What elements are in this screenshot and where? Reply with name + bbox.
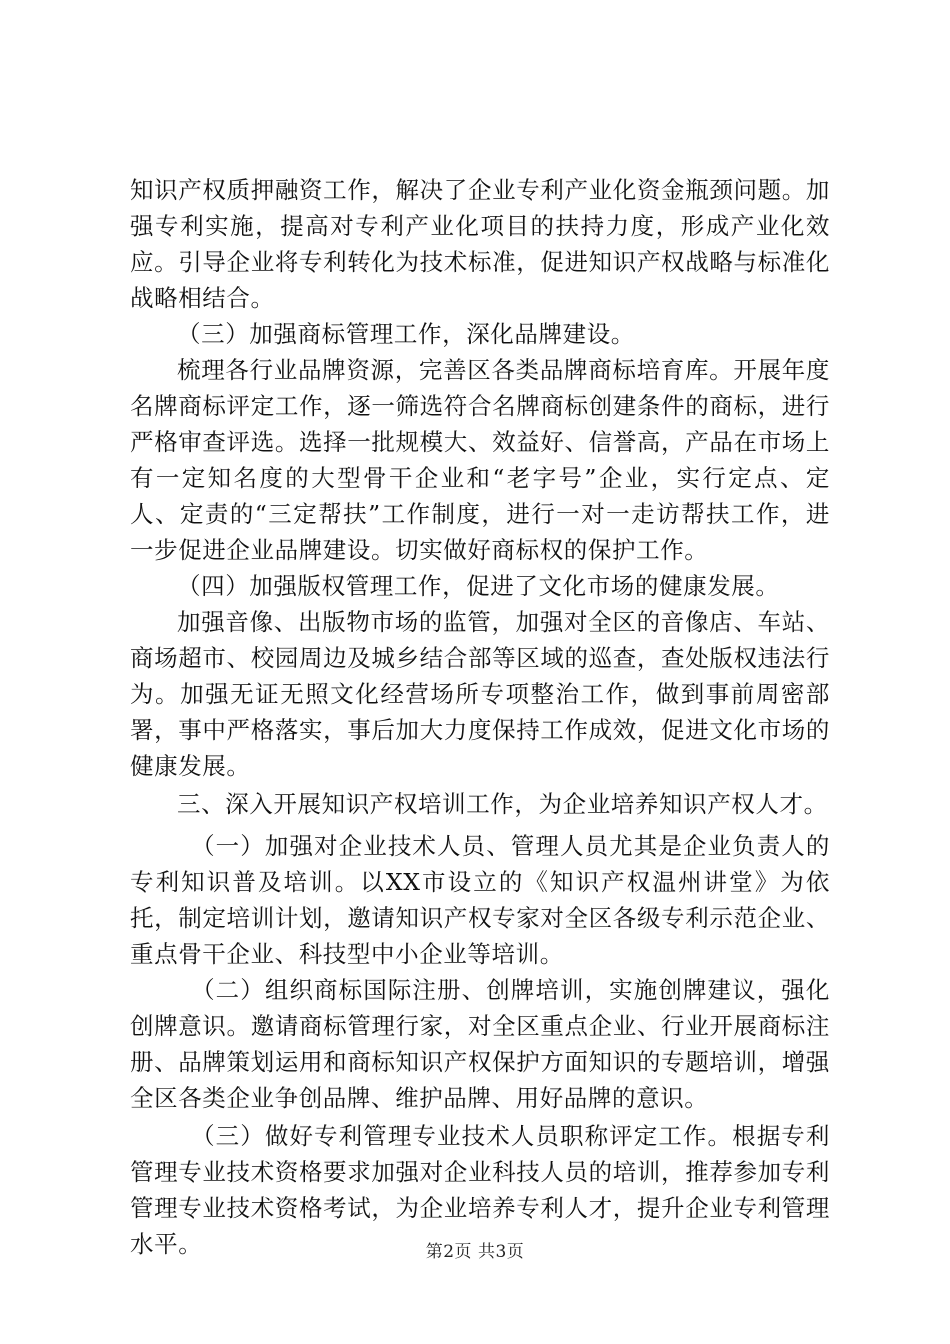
paragraph-brand-building: 梳理各行业品牌资源，完善区各类品牌商标培育库。开展年度名牌商标评定工作，逐一筛选符合名牌商标创建条件的商标，进行严格审查评选。选择一批规模大、效益好、信誉高，产品在市场上有一定知名度的大型骨干企业和“老字号”企业，实行定点、定人、定责的“三定帮扶”工作制度，进行一对一走访帮扶工作，进一步促进企业品牌建设。切实做好商标权的保护工作。 <box>130 356 830 564</box>
heading-ip-training: 三、深入开展知识产权培训工作，为企业培养知识产权人才。 <box>177 790 828 818</box>
paragraph-training-two: （二）组织商标国际注册、创牌培训，实施创牌建议，强化创牌意识。邀请商标管理行家，对全区重点企业、行业开展商标注册、品牌策划运用和商标知识产权保护方面知识的专题培训，增强全区各类企业争创品牌、维护品牌、用好品牌的意识。 <box>130 976 830 1112</box>
heading-copyright-management: （四）加强版权管理工作，促进了文化市场的健康发展。 <box>177 572 780 600</box>
page-number-footer: 第2页 共3页 <box>425 1242 525 1262</box>
paragraph-copyright-enforcement: 加强音像、出版物市场的监管，加强对全区的音像店、车站、商场超市、校园周边及城乡结合部等区域的巡查，查处版权违法行为。加强无证无照文化经营场所专项整治工作，做到事前周密部署，事中严格落实，事后加大力度保持工作成效，促进文化市场的健康发展。 <box>130 608 830 780</box>
document-body <box>130 172 830 1262</box>
paragraph-training-one: （一）加强对企业技术人员、管理人员尤其是企业负责人的专利知识普及培训。以XX市设立的《知识产权温州讲堂》为依托，制定培训计划，邀请知识产权专家对全区各级专利示范企业、重点骨干企业、科技型中小企业等培训。 <box>130 832 830 968</box>
paragraph-patent-pledge: 知识产权质押融资工作，解决了企业专利产业化资金瓶颈问题。加强专利实施，提高对专利产业化项目的扶持力度，形成产业化效应。引导企业将专利转化为技术标准，促进知识产权战略与标准化战略相结合。 <box>130 176 830 312</box>
paragraph-training-three: （三）做好专利管理专业技术人员职称评定工作。根据专利管理专业技术资格要求加强对企业科技人员的培训，推荐参加专利管理专业技术资格考试，为企业培养专利人才，提升企业专利管理水平。 <box>130 1122 830 1258</box>
heading-trademark-management: （三）加强商标管理工作，深化品牌建设。 <box>177 320 635 348</box>
